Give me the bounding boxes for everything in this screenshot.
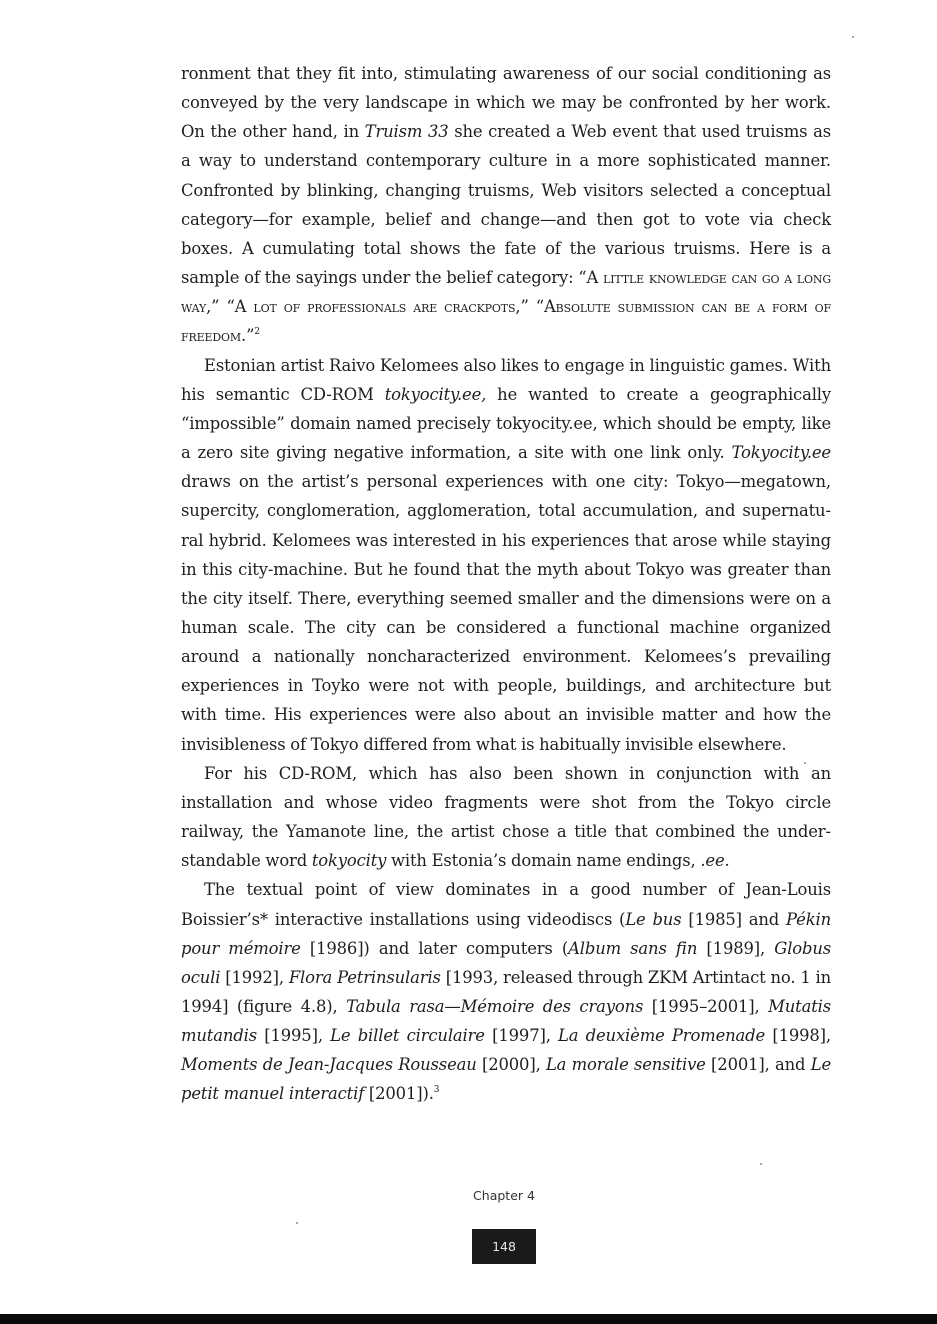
scan-speck <box>804 762 806 764</box>
small-caps-quote: A lot of professionals are crackpots, <box>234 297 521 317</box>
italic-title: La morale sensitive <box>545 1055 706 1075</box>
text-run: For his CD-ROM, which has also been shown in conjunction with an installation and whose video fragments were shot from the Tokyo circle railway, the Yamanote line, the artist chose a title that combined the understandable word <box>181 763 831 871</box>
page-number: 148 <box>472 1229 536 1264</box>
paragraph-2 <box>181 351 831 759</box>
italic-title: Pékin pour mémoire <box>181 909 831 958</box>
italic-title: Le petit manuel interactif <box>181 1055 831 1104</box>
body-text <box>181 59 831 1109</box>
italic-title: Album sans fin <box>568 938 698 958</box>
text-run: [1989], <box>697 938 775 958</box>
italic-title: Le billet circulaire <box>330 1026 485 1046</box>
text-run: ” “ <box>520 297 544 317</box>
italic-title: Tabula rasa—Mémoire des crayons <box>346 997 644 1016</box>
italic-title: Mutatis mutandis <box>181 997 832 1046</box>
small-caps-quote: Absolute submission can be a form of freedom. <box>181 297 831 346</box>
italic-title: Globus oculi <box>181 938 832 987</box>
chapter-label: Chapter 4 <box>473 1188 535 1203</box>
small-caps-quote: A little knowledge can go a long way, <box>181 268 832 317</box>
text-run: [1995–2001], <box>643 997 769 1016</box>
text-run: ” <box>246 326 255 346</box>
italic-title: tokyocity <box>311 851 387 871</box>
text-run: [1995], <box>256 1026 331 1046</box>
text-run: [2001]). <box>364 1084 434 1104</box>
text-run: [1998], <box>765 1026 831 1046</box>
text-run: ronment that they fit into, stimulating awareness of our social conditioning as conveyed by the very landscape in which we may be confronted by her work. On the other hand, in <box>181 64 831 142</box>
text-run: [1997], <box>484 1026 559 1046</box>
footnote-marker: 2 <box>254 327 260 338</box>
text-run: [1993, released through ZKM Artintact no. 1 in 1994] (figure 4.8), <box>181 967 831 1016</box>
paragraph-4 <box>181 875 831 1108</box>
paragraph-1 <box>181 59 831 351</box>
text-run: [1986]) and later computers ( <box>300 938 569 958</box>
text-run: draws on the artist’s personal experiences with one city: Tokyo—megatown, supercity, conglomeration, agglomeration, total accumulation, and supernatural hybrid. Kelomees was interested in his experiences that arose while staying in this city-machine. But he found that the myth about Tokyo was greater than the city itself. There, everything seemed smaller and the dimensions were on a human scale. The city can be considered a functional machine organized around a nationally noncharacterized environment. Kelomees’s prevailing experiences in Toyko were not with people, buildings, and architecture but with time. His experiences were also about an invisible matter and how the invisibleness of Tokyo differed from what is habitually invisible elsewhere. <box>181 472 831 754</box>
text-run: he wanted to create a geographically “impossible” domain named precisely tokyocity.ee, which should be empty, like a zero site giving negative information, a site with one link only. <box>181 384 831 463</box>
scan-edge-bar <box>0 1314 937 1324</box>
text-run: The textual point of view dominates in a good number of Jean-Louis Boissier’s* interactive installations using videodiscs ( <box>181 880 831 929</box>
italic-title: Tokyocity.ee <box>731 443 831 463</box>
scan-speck <box>852 36 854 38</box>
text-run: [1985] and <box>681 909 787 929</box>
text-run: [2000], <box>476 1055 546 1075</box>
text-run: with Estonia’s domain name endings, <box>386 851 701 871</box>
text-run: [1992], <box>220 967 289 987</box>
italic-title: Le bus <box>625 909 682 929</box>
text-run: [2001], and <box>705 1055 811 1075</box>
scan-speck <box>760 1163 762 1165</box>
text-run: Estonian artist Raivo Kelomees also likes to engage in linguistic games. With his semantic CD-ROM <box>181 355 831 404</box>
italic-title: Truism 33 <box>364 122 449 142</box>
scan-speck <box>296 1222 298 1224</box>
italic-title: La deuxième Promenade <box>558 1026 766 1046</box>
italic-title: .ee. <box>700 851 730 871</box>
text-run: she created a Web event that used truisms as a way to understand contemporary culture in a more sophisticated manner. Confronted by blinking, changing truisms, Web visitors selected a conceptual category—for example, belief and change—and then got to vote via check boxes. A cumulating total shows the fate of the various truisms. Here is a sample of the sayings under the belief category: “ <box>181 122 831 288</box>
paragraph-3 <box>181 759 831 876</box>
footnote-marker: 3 <box>433 1085 440 1096</box>
italic-title: Flora Petrinsularis <box>288 967 441 987</box>
text-run: ” “ <box>211 297 235 317</box>
italic-title: tokyocity.ee, <box>384 384 487 404</box>
italic-title: Moments de Jean-Jacques Rousseau <box>181 1055 477 1075</box>
